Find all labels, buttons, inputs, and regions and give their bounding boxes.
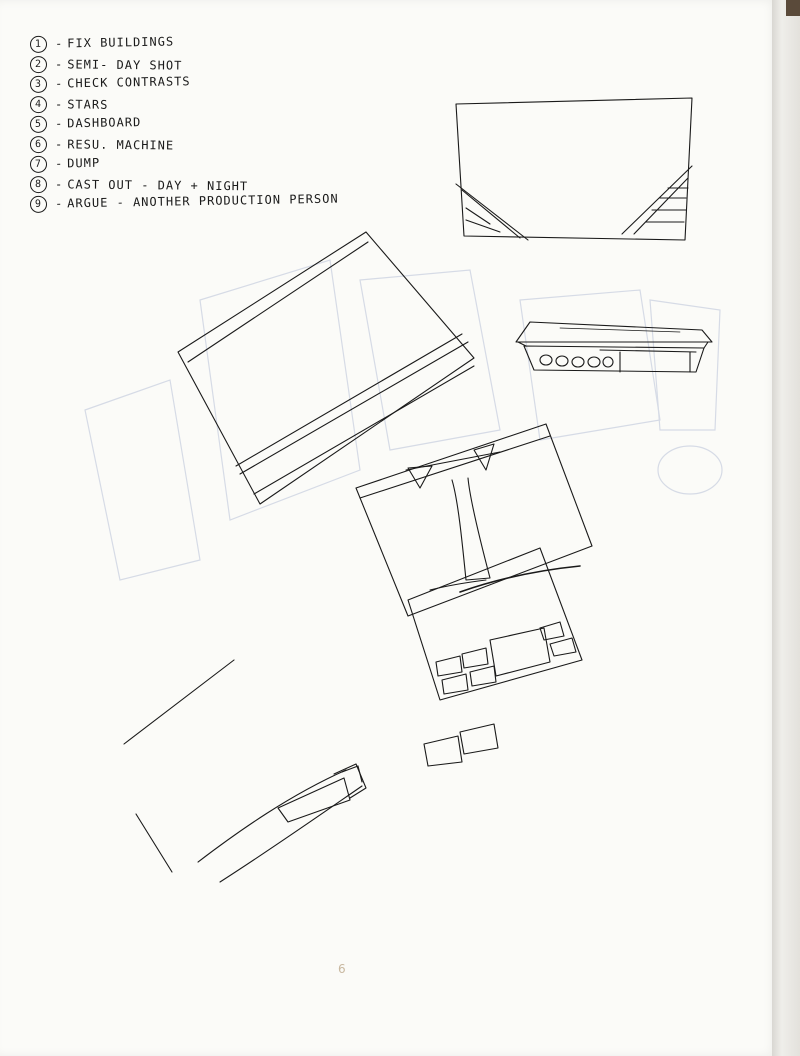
item-number: 8 (30, 176, 47, 193)
item-text: DASHBOARD (67, 115, 142, 131)
notebook-cover-edge (786, 0, 800, 16)
item-number: 3 (30, 75, 47, 92)
todo-item: 8 - CAST OUT - DAY + NIGHT (30, 174, 339, 197)
todo-item: 2 - SEMI- DAY SHOT (30, 54, 339, 77)
lower-left-sketch (124, 660, 366, 882)
item-number: 5 (30, 115, 47, 132)
todo-item: 6 - RESU. MACHINE (30, 134, 339, 157)
todo-item: 7 - DUMP (30, 149, 339, 174)
item-number: 1 (30, 35, 47, 52)
double-box-sketch (424, 724, 498, 766)
item-number: 7 (30, 155, 47, 172)
frame-sketch (456, 98, 692, 240)
todo-item: 1 - FIX BUILDINGS (30, 29, 339, 54)
item-text: DUMP (67, 155, 101, 171)
bleed-through-lettering (85, 260, 722, 580)
item-text: STARS (67, 97, 109, 112)
item-text: RESU. MACHINE (67, 137, 175, 153)
dashboard-sketch (516, 322, 712, 372)
item-number: 2 (30, 56, 47, 73)
control-panel-sketch (408, 548, 582, 700)
todo-item: 5 - DASHBOARD (30, 109, 339, 134)
item-number: 6 (30, 136, 47, 153)
todo-item: 9 - ARGUE - ANOTHER PRODUCTION PERSON (30, 189, 339, 214)
page-number: 6 (338, 962, 346, 976)
item-text: SEMI- DAY SHOT (67, 57, 183, 73)
todo-item: 4 - STARS (30, 94, 339, 117)
road-sign-sketch (356, 424, 592, 616)
item-number: 4 (30, 96, 47, 113)
notebook-spine (772, 0, 800, 1056)
item-text: CHECK CONTRASTS (67, 74, 191, 91)
item-text: ARGUE - ANOTHER PRODUCTION PERSON (67, 191, 339, 211)
item-number: 9 (30, 195, 47, 212)
item-text: FIX BUILDINGS (67, 34, 175, 51)
todo-item: 3 - CHECK CONTRASTS (30, 69, 339, 94)
item-text: CAST OUT - DAY + NIGHT (67, 177, 249, 194)
